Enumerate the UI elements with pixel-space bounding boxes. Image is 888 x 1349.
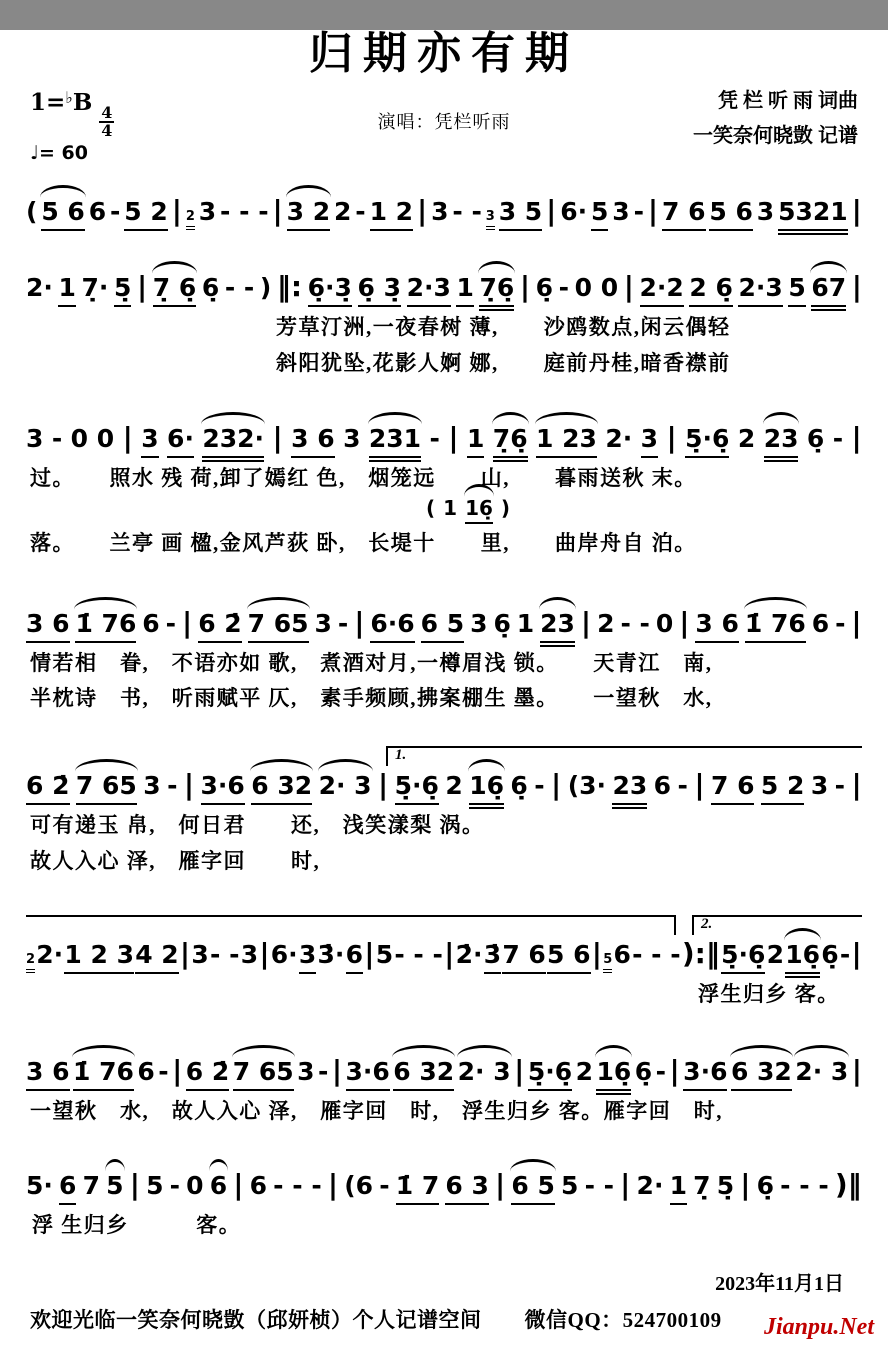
barline: | (377, 768, 389, 802)
note-group: 23 (540, 609, 575, 643)
note-group: (3· (567, 771, 607, 801)
note-group: - (655, 1057, 666, 1087)
note-group: 5̣·6̣ (528, 1057, 572, 1091)
note-group: 6 (142, 608, 160, 638)
grace-note: 2 (26, 952, 35, 973)
note-group: 6 32 (731, 1057, 792, 1091)
sheet-music-page (0, 30, 888, 1349)
barline: | (129, 1167, 140, 1201)
lyric-row: 故人入心 泽, 雁字回 时, (30, 848, 321, 873)
note-group: 6 2̇ (26, 771, 70, 805)
note-group: 6̣ 3̣ (358, 273, 402, 307)
header-row (0, 82, 888, 178)
note-group: - (165, 608, 177, 638)
note-group: - - (224, 273, 255, 303)
note-group: 3 (143, 771, 161, 801)
barline: | (364, 937, 375, 971)
note-group: 1 (456, 273, 473, 307)
barline: | (519, 270, 531, 304)
note-group: 1̇ 7 (396, 1171, 440, 1205)
note-group: - - - (220, 197, 269, 227)
note-group: 6·6 (370, 609, 414, 643)
note-group: 2 (766, 940, 784, 970)
music-system (26, 744, 862, 875)
note-group: 1 23 (536, 424, 597, 458)
barline: | (416, 194, 428, 228)
barline: | (179, 937, 191, 971)
note-group: 3 (297, 1057, 315, 1087)
note-group: - - (210, 940, 240, 970)
notation-line (26, 1168, 862, 1204)
alternate-notes (26, 496, 862, 522)
barline: | (171, 194, 182, 228)
music-systems (0, 194, 888, 1239)
note-group: 0 (186, 1170, 204, 1200)
note-group: 6· (270, 940, 298, 970)
note-group: 7 6 (662, 197, 706, 231)
barline: | (448, 421, 459, 455)
note-group: 5̣·6̣ (685, 424, 729, 458)
barline: | (851, 1054, 862, 1088)
transcription-date: 2023年11月1日 (715, 1273, 844, 1296)
note-group: 6 (209, 1170, 228, 1200)
note-group: 5 (146, 1170, 164, 1200)
lyric-row: 落。 兰亭 画 楹,金风芦荻 卧, 长堤十 里, 曲岸舟自 泊。 (30, 531, 697, 556)
volta-bracket (26, 915, 676, 935)
note-group: 3̇ (484, 940, 501, 974)
lyric-row: 情若相 眷, 不语亦如 歌, 煮酒对月,一樽眉浅 锁。 天青江 南, (30, 650, 713, 675)
composer-credits (693, 84, 858, 154)
note-group: 3 (756, 197, 775, 227)
note-group: ) (500, 496, 511, 521)
note-group: 6̣·3̣ (308, 273, 352, 307)
note-group: - (379, 1170, 390, 1200)
barline: | (327, 1167, 339, 1201)
lyric-row: 一望秋 水, 故人入心 泽, 雁字回 时, 浮生归乡 客。雁字回 时, (30, 1099, 723, 1124)
music-system (26, 1054, 862, 1125)
note-group: 2· (36, 940, 64, 970)
note-group: 231 (369, 424, 421, 458)
note-group: 6 (346, 940, 363, 974)
note-group: 0 (655, 608, 674, 638)
barline: | (551, 768, 562, 802)
volta-label: 1. (395, 747, 407, 764)
barline: | (851, 605, 862, 639)
note-group: 7̣6̣ (493, 424, 528, 458)
note-group: 5 (788, 273, 805, 307)
note-group: 23 (764, 424, 799, 458)
note-group: - (835, 608, 846, 638)
note-group: - (834, 771, 846, 801)
note-group: 1 (670, 1171, 687, 1205)
note-group: - (169, 1170, 180, 1200)
note-group: 7 65 (233, 1057, 294, 1091)
note-group: 6 2̇ (198, 609, 242, 643)
note-group: 6 (59, 1171, 76, 1205)
note-group: 2· 3 (795, 1057, 849, 1087)
note-group: 6̣ (535, 273, 554, 303)
note-group: 1̇ 76 (73, 1057, 134, 1091)
notation-line (26, 421, 862, 457)
note-group: 2 (737, 424, 756, 454)
note-group: 6 (88, 197, 107, 227)
volta-label: 2. (701, 916, 713, 933)
barline: | (669, 1054, 680, 1088)
barline: | (354, 605, 365, 639)
note-group: 6̣ (510, 771, 528, 801)
note-group: 6̣ (493, 608, 511, 638)
note-group: 4 2 (135, 940, 179, 974)
barline: | (259, 937, 270, 971)
barline: | (647, 194, 659, 228)
barline: | (233, 1167, 244, 1201)
note-group: - - - (632, 940, 681, 970)
note-group: ( (426, 496, 436, 521)
note-group: 7̣ (693, 1170, 711, 1200)
note-group: 3 (470, 608, 488, 638)
note-group: 1 (58, 273, 75, 307)
lyric-row: 芳草汀洲,一夜春树 薄, 沙鸥数点,闲云偶轻 (276, 315, 731, 340)
note-group: 6 (613, 940, 631, 970)
note-group: 16̣ (469, 771, 504, 805)
note-group: - - (620, 608, 650, 638)
note-group: 1 2 3 (64, 940, 134, 974)
note-group: 7̣· (81, 273, 109, 303)
note-group: 7 65 (76, 771, 137, 805)
note-group: 16̣ (785, 940, 820, 974)
grace-note: 5 (603, 952, 612, 973)
note-group: 3 (26, 424, 44, 454)
note-group: 5̣·6̣ (395, 771, 439, 805)
note-group: 3 (314, 608, 332, 638)
music-system (26, 913, 862, 1008)
jianpu-net-logo: Jianpu.Net (763, 1314, 874, 1340)
note-group: 6̣ (756, 1170, 775, 1200)
time-signature: $\frac{4}{4}$ (101, 103, 113, 141)
grace-note: 2 (186, 209, 195, 230)
note-group: 5̣ (716, 1170, 735, 1200)
music-system (26, 270, 862, 377)
note-group: - (337, 608, 349, 638)
notation-line (26, 937, 862, 973)
note-group: 5 (106, 1170, 124, 1200)
note-group: 1̇ 76 (75, 609, 136, 643)
note-group: 6 2̇ (186, 1057, 230, 1091)
lyricist-composer: 凭 栏 听 雨 词曲 (718, 90, 858, 113)
note-group: 6 (137, 1057, 155, 1087)
note-group: 23 (612, 771, 647, 805)
barline: ):‖ (681, 937, 720, 971)
note-group: 5 2 (761, 771, 805, 805)
note-group: 2̇· (455, 940, 483, 970)
barline: | (851, 421, 862, 455)
note-group: 7̣ 6̣ (153, 273, 197, 307)
music-system (26, 1168, 862, 1239)
barline: | (272, 421, 283, 455)
note-group: - - - (780, 1170, 829, 1200)
note-group: 2· (636, 1170, 664, 1200)
note-group: - (355, 197, 366, 227)
note-group: 3 5 (499, 197, 543, 231)
note-group: - (839, 940, 851, 970)
lyric-row: 浮生归乡 客。 (698, 982, 840, 1007)
note-group: 5 (375, 940, 394, 970)
barline: | (666, 421, 677, 455)
notation-line (26, 606, 862, 642)
note-group: 3 6 (695, 609, 739, 643)
note-group: - (317, 1057, 329, 1087)
note-group: 2 6̣ (689, 273, 733, 307)
barline: | (679, 605, 690, 639)
note-group: 6 32 (251, 771, 312, 805)
note-group: 2·2 (640, 273, 684, 307)
note-group: 5 (561, 1170, 579, 1200)
note-group: 0 0 (574, 273, 619, 303)
singer-credit: 演唱：凭栏听雨 (377, 112, 511, 133)
barline: | (272, 194, 283, 228)
note-group: 3̇· (317, 940, 345, 970)
notation-line (26, 194, 862, 230)
note-group: 3·6 (683, 1057, 727, 1091)
note-group: 7 6 (711, 771, 755, 805)
note-group: 6 5 (421, 609, 465, 643)
barline: | (172, 1054, 183, 1088)
lyric-row: 半枕诗 书, 听雨赋平 仄, 素手频顾,拂案棚生 墨。 一望秋 水, (30, 686, 713, 711)
note-group: - (832, 424, 844, 454)
barline: | (182, 605, 193, 639)
barline: | (851, 270, 862, 304)
note-group: 6̣ (821, 940, 839, 970)
grace-note: 3 (486, 209, 495, 230)
note-group: 2· 3 (318, 771, 372, 801)
note-group: - (677, 771, 688, 801)
song-title: 归期亦有期 (309, 29, 579, 78)
barline: | (851, 937, 862, 971)
note-group: - (429, 424, 440, 454)
note-group: - - - (394, 940, 443, 970)
transcriber: 一笑奈何晓敳 记谱 (693, 125, 858, 148)
note-group: 232· (202, 424, 264, 458)
note-group: 3 (191, 940, 209, 970)
note-group: 5 2 (124, 197, 168, 231)
barline: )‖ (834, 1167, 862, 1201)
key-line: 1=♭B $\frac{4}{4}$ (30, 88, 113, 141)
note-group: 7 65 (248, 609, 309, 643)
note-group: 6̣ (806, 424, 825, 454)
note-group: 3 (641, 424, 658, 458)
note-group: - (51, 424, 63, 454)
note-group: 1̇ 76 (745, 609, 806, 643)
note-group: 3 2 (287, 197, 331, 231)
tempo-marking: ♩= 60 (30, 142, 88, 165)
note-group: 5 6 (547, 940, 591, 974)
note-group: 6 (653, 771, 672, 801)
note-group: 3 (612, 197, 630, 227)
note-group: 6 32 (393, 1057, 454, 1091)
barline: | (591, 937, 602, 971)
note-group: 3 (141, 424, 158, 458)
note-group: 2 (334, 197, 352, 227)
lyric-row: 过。 照水 残 荷,卸了嫣红 色, 烟笼远 山, 暮雨送秋 末。 (30, 466, 697, 491)
barline: | (851, 194, 862, 228)
lyric-row: 斜阳犹坠,花影人婀 娜, 庭前丹桂,暗香襟前 (276, 350, 731, 375)
note-group: - (167, 771, 178, 801)
note-group: 5321 (778, 197, 848, 231)
barline: | (740, 1167, 751, 1201)
note-group: 1 (443, 496, 458, 521)
volta-bracket (692, 915, 862, 935)
note-group: 3 (810, 771, 829, 801)
note-group: 6̣ (634, 1057, 653, 1087)
note-group: - (110, 197, 121, 227)
note-group: - (633, 197, 644, 227)
note-group: 6 (249, 1170, 268, 1200)
music-system (26, 194, 862, 230)
notation-line (26, 270, 862, 306)
note-group: 5 6 (709, 197, 753, 231)
barline: | (183, 768, 195, 802)
barline: | (546, 194, 557, 228)
note-group: - - - (273, 1170, 322, 1200)
note-group: 2· 3 (457, 1057, 511, 1087)
note-group: 2 (597, 608, 615, 638)
barline: ‖: (276, 270, 303, 304)
note-group: 6̣ (201, 273, 220, 303)
note-group: 67 (811, 273, 846, 307)
note-group: 5· (26, 1170, 53, 1200)
barline: | (331, 1054, 343, 1088)
barline: | (623, 270, 634, 304)
notation-line (26, 1054, 862, 1090)
note-group: 1 2 (370, 197, 414, 231)
barline: | (620, 1167, 631, 1201)
note-group: 2 (445, 771, 463, 801)
barline: | (694, 768, 705, 802)
note-group: 16̣ (465, 496, 493, 524)
note-group: 6· (560, 197, 588, 227)
barline: | (580, 605, 592, 639)
note-group: - (158, 1057, 169, 1087)
lyric-row: 浮 生归乡 客。 (32, 1212, 242, 1237)
barline: | (495, 1167, 506, 1201)
note-group: 5̣·6̣ (721, 940, 765, 974)
note-group: 2· (26, 273, 53, 303)
note-group: 3 (431, 197, 449, 227)
note-group: 2· (605, 424, 633, 454)
note-group: 3 (299, 940, 316, 974)
note-group: ( (26, 197, 38, 227)
note-group: 1 (467, 424, 484, 458)
note-group: 5̣ (114, 273, 131, 307)
note-group: - (558, 273, 570, 303)
note-group: - - (584, 1170, 615, 1200)
note-group: 0 0 (70, 424, 115, 454)
note-group: (6 (344, 1170, 374, 1200)
note-group: 6· (167, 424, 194, 458)
barline: | (444, 937, 455, 971)
music-system (26, 606, 862, 713)
note-group: 3 6 (291, 424, 335, 458)
barline: | (136, 270, 148, 304)
note-group: 7̣6̣ (479, 273, 514, 307)
note-group: 5 (591, 197, 608, 231)
note-group: - - (452, 197, 482, 227)
barline: | (851, 768, 862, 802)
footer-welcome-line: 欢迎光临一笑奈何晓敳（邱妍桢）个人记谱空间 微信QQ：524700109 (30, 1308, 722, 1333)
note-group: 3 (343, 424, 361, 454)
note-group: 6 3 (445, 1171, 489, 1205)
flat-icon: ♭ (65, 88, 73, 108)
note-group: 16̣ (596, 1057, 631, 1091)
notation-line (26, 768, 862, 804)
note-group: 6 5 (511, 1171, 555, 1205)
note-group: 2·3 (738, 273, 782, 307)
note-group: 7 (82, 1170, 100, 1200)
note-group: ) (259, 273, 272, 303)
barline: | (122, 421, 133, 455)
note-group: 3 6 (26, 609, 70, 643)
music-system (26, 421, 862, 558)
volta-bracket (386, 746, 862, 766)
note-group: 3 (198, 197, 217, 227)
note-group: 2·3 (407, 273, 451, 307)
note-group: 3 (240, 940, 259, 970)
barline: | (514, 1054, 525, 1088)
lyric-row: 可有递玉 帛, 何日君 还, 浅笑漾梨 涡。 (30, 813, 485, 838)
note-group: 7 6 (502, 940, 546, 974)
note-group: 6 (811, 608, 830, 638)
note-group: 2 (575, 1057, 593, 1087)
note-group: 5 6 (41, 197, 85, 231)
note-group: 1 (516, 608, 535, 638)
note-group: - (534, 771, 545, 801)
note-group: 3·6 (346, 1057, 390, 1091)
note-group: 3 6 (26, 1057, 70, 1091)
note-group: 3·6 (201, 771, 245, 805)
